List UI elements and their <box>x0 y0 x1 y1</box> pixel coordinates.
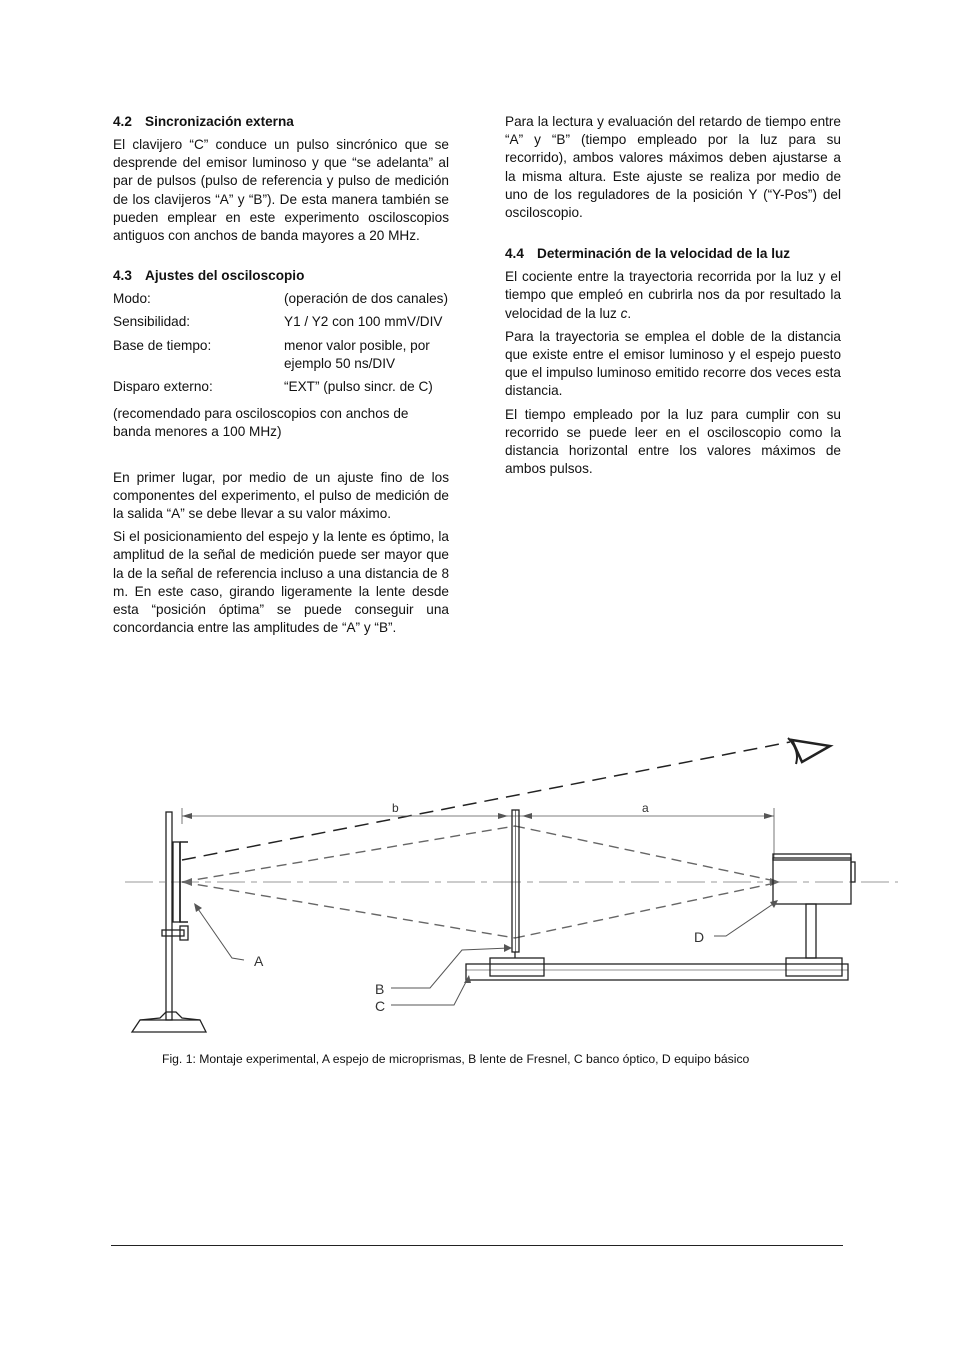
right-column <box>505 113 841 483</box>
dimension-label-b: b <box>392 801 399 815</box>
footer-rule <box>111 1245 843 1246</box>
settings-row-trigger: Disparo externo: “EXT” (pulso sincr. de C) <box>113 379 433 395</box>
eye-icon <box>788 738 830 764</box>
section-4-2-paragraph: El clavijero “C” conduce un pulso sincrónico que se desprende del emisor luminoso y que “se adelanta” al par de pulsos (pulso de referencia y pulso de medición de los clavijeros “A” y “B”). De esta manera también se pueden emplear en este experimento osciloscopios antiguos con anchos de banda mayores a 20 MHz. <box>113 137 449 244</box>
section-4-4-paragraph-1: El cociente entre la trayectoria recorrida por la luz y el tiempo que empleó en cubrirla nos da por resultado la velocidad de la luz c. <box>505 269 841 321</box>
section-4-3-paragraph-2: En primer lugar, por medio de un ajuste fino de los componentes del experimento, el pulso de medición de la salida “A” se debe llevar a su valor máximo. <box>113 469 449 522</box>
basic-device <box>773 854 855 976</box>
label-C: C <box>375 998 386 1014</box>
settings-row-sensitivity: Sensibilidad: Y1 / Y2 con 100 mmV/DIV <box>113 314 443 330</box>
leader-D <box>714 902 776 936</box>
observation-line <box>182 742 790 860</box>
mirror-stand <box>132 812 206 1032</box>
label-A: A <box>254 953 264 969</box>
label-B: B <box>375 981 385 997</box>
right-paragraph-1: Para la lectura y evaluación del retardo de tiempo entre “A” y “B” (tiempo empleado por la luz para su recorrido), ambos valores máximos deben ajustarse a la misma altura. Este ajuste se realiza por medio de uno de los reguladores de la posición Y (“Y-Pos”) del osciloscopio. <box>505 114 841 221</box>
section-4-4-paragraph-2: Para la trayectoria se emplea el doble de la distancia que existe entre el emisor luminoso y el espejo puesto que el impulso luminoso emitido recorre dos veces esta distancia. <box>505 328 841 399</box>
settings-row-timebase: Base de tiempo: menor valor posible, por ejemplo 50 ns/DIV <box>113 337 430 371</box>
label-D: D <box>694 929 705 945</box>
experimental-setup-figure <box>110 728 910 1040</box>
section-4-3-paragraph-3: Si el posicionamiento del espejo y la lente es óptimo, la amplitud de la señal de medición puede ser mayor que la de la señal de referencia incluso a una distancia de 8 m. En este caso, girando ligeramente la lente desde esta “posición óptima” se puede conseguir una concordancia entre las amplitudes de “A” y “B”. <box>113 529 449 636</box>
dimension-label-a: a <box>642 801 649 815</box>
left-column <box>113 113 449 642</box>
optical-bench <box>466 964 848 980</box>
oscilloscope-settings-table <box>113 290 449 401</box>
fresnel-lens <box>490 810 544 976</box>
section-4-2-heading: 4.2 Sincronización externa <box>113 114 294 129</box>
leader-A <box>196 906 244 960</box>
leader-C <box>391 978 468 1005</box>
leader-B <box>391 948 510 988</box>
settings-note: (recomendado para osciloscopios con anchos de banda menores a 100 MHz) <box>113 406 409 440</box>
settings-row-mode: Modo: (operación de dos canales) <box>113 291 448 307</box>
section-4-4-heading: 4.4 Determinación de la velocidad de la luz <box>505 246 791 262</box>
section-4-3-heading: 4.3 Ajustes del osciloscopio <box>113 268 305 284</box>
figure-caption: Fig. 1: Montaje experimental, A espejo de microprismas, B lente de Fresnel, C banco óptico, D equipo básico <box>162 1052 750 1066</box>
section-4-4-paragraph-3: El tiempo empleado por la luz para cumplir con su recorrido se puede leer en el osciloscopio como la distancia horizontal entre los valores máximos de ambos pulsos. <box>505 406 841 477</box>
